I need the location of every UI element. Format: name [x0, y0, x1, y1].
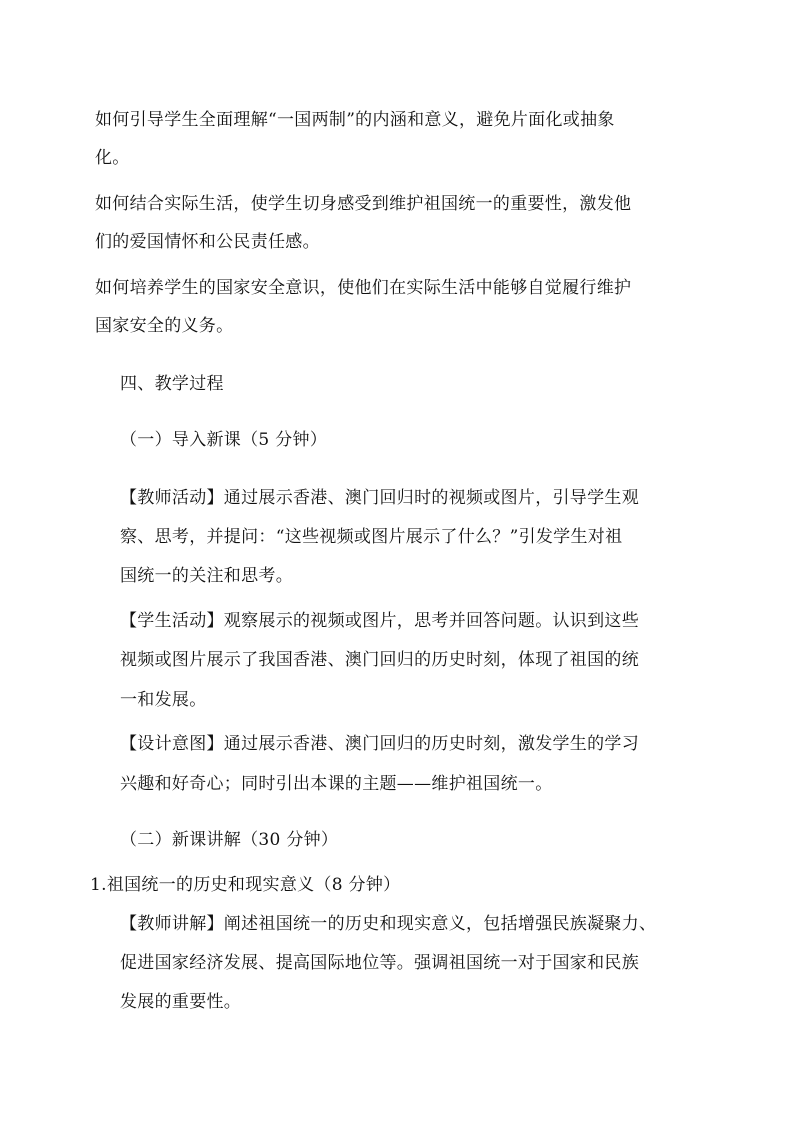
- teacher-activity-line-3: 国统一的关注和思考。: [120, 566, 293, 586]
- student-activity-line-3: 一和发展。: [120, 690, 207, 710]
- design-intent-line-2: 兴趣和好奇心；同时引出本课的主题——维护祖国统一。: [120, 774, 553, 794]
- teacher-activity-line-1: 【教师活动】通过展示香港、澳门回归时的视频或图片，引导学生观: [120, 488, 639, 508]
- teacher-explain-line-3: 发展的重要性。: [120, 992, 242, 1012]
- teacher-activity-line-2: 察、思考，并提问：“这些视频或图片展示了什么？”引发学生对祖: [120, 527, 623, 547]
- intro-paragraph-1-line-2: 化。: [95, 148, 130, 168]
- intro-paragraph-2-line-1: 如何结合实际生活，使学生切身感受到维护祖国统一的重要性，激发他: [95, 194, 632, 214]
- design-intent-line-1: 【设计意图】通过展示香港、澳门回归的历史时刻，激发学生的学习: [120, 734, 639, 754]
- section-title: 四、教学过程: [120, 374, 224, 394]
- intro-paragraph-2-line-2: 们的爱国情怀和公民责任感。: [95, 232, 320, 252]
- student-activity-line-2: 视频或图片展示了我国香港、澳门回归的历史时刻，体现了祖国的统: [120, 650, 639, 670]
- intro-paragraph-3-line-1: 如何培养学生的国家安全意识，使他们在实际生活中能够自觉履行维护: [95, 278, 632, 298]
- subsection-1-title: （一）导入新课（5 分钟）: [120, 430, 328, 450]
- teacher-explain-line-2: 促进国家经济发展、提高国际地位等。强调祖国统一对于国家和民族: [120, 953, 639, 973]
- subsection-2-title: （二）新课讲解（30 分钟）: [120, 830, 339, 850]
- item-1-title: 1.祖国统一的历史和现实意义（8 分钟）: [90, 875, 401, 895]
- student-activity-line-1: 【学生活动】观察展示的视频或图片，思考并回答问题。认识到这些: [120, 611, 639, 631]
- intro-paragraph-1-line-1: 如何引导学生全面理解“一国两制”的内涵和意义，避免片面化或抽象: [95, 110, 615, 130]
- teacher-explain-line-1: 【教师讲解】阐述祖国统一的历史和现实意义，包括增强民族凝聚力、: [120, 914, 657, 934]
- intro-paragraph-3-line-2: 国家安全的义务。: [95, 316, 234, 336]
